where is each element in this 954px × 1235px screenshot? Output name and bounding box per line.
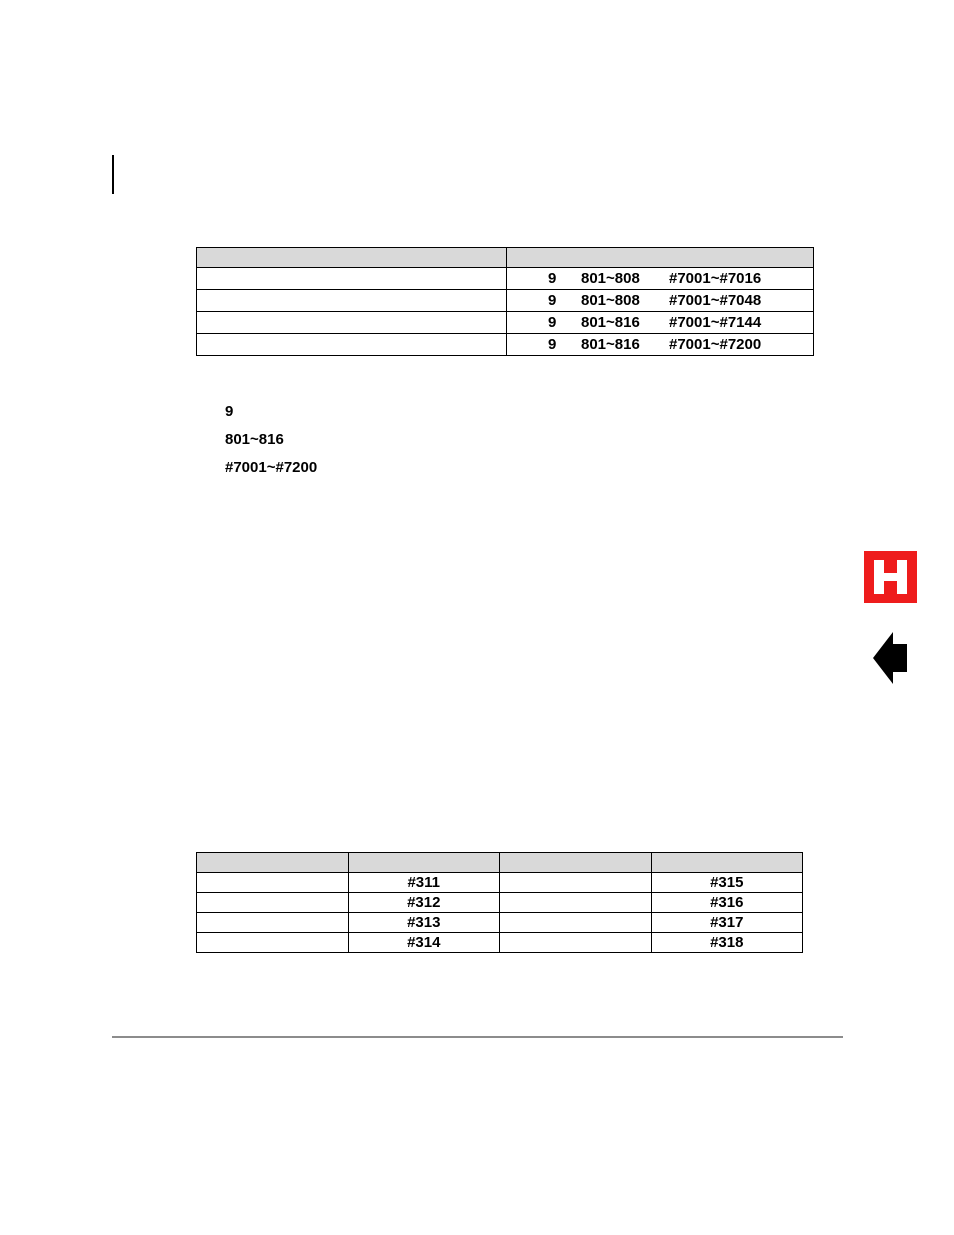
label-cell — [197, 290, 507, 312]
table-cell: #318 — [651, 933, 803, 953]
table-cell: #316 — [651, 893, 803, 913]
table-cell: #315 — [651, 873, 803, 893]
values-cell — [507, 268, 814, 290]
table-row — [197, 268, 814, 290]
notes-list — [225, 402, 317, 486]
table-header-row — [197, 248, 814, 268]
value-a: 9 — [548, 292, 557, 309]
label-cell — [197, 268, 507, 290]
value-a: 9 — [548, 314, 557, 331]
value-c: #7001~#7200 — [669, 336, 762, 353]
chapter-h-tab[interactable] — [864, 551, 917, 603]
header-cell — [197, 853, 349, 873]
value-b: 801~816 — [581, 336, 640, 353]
note-item: #7001~#7200 — [225, 459, 318, 476]
header-cell — [197, 248, 507, 268]
table-cell: #311 — [348, 873, 500, 893]
range-table — [196, 247, 814, 356]
table-row — [197, 312, 814, 334]
table-cell — [500, 933, 652, 953]
value-c: #7001~#7048 — [669, 292, 762, 309]
value-a: 9 — [548, 270, 557, 287]
table-cell — [197, 913, 349, 933]
table-header-row — [197, 853, 803, 873]
value-c: #7001~#7016 — [669, 270, 762, 287]
table-row — [197, 873, 803, 893]
table-cell — [197, 933, 349, 953]
table-cell: #317 — [651, 913, 803, 933]
table-cell — [197, 873, 349, 893]
change-bar — [112, 155, 114, 194]
values-cell — [507, 334, 814, 356]
header-cell — [507, 248, 814, 268]
header-cell — [651, 853, 803, 873]
footer-rule — [112, 1036, 843, 1038]
label-cell — [197, 312, 507, 334]
value-b: 801~808 — [581, 292, 640, 309]
code-table — [196, 852, 803, 953]
table-cell: #312 — [348, 893, 500, 913]
table-row — [197, 290, 814, 312]
table-cell — [500, 913, 652, 933]
table-cell: #314 — [348, 933, 500, 953]
values-cell — [507, 290, 814, 312]
values-cell — [507, 312, 814, 334]
table-row — [197, 933, 803, 953]
header-cell — [348, 853, 500, 873]
h-letter-crossbar — [874, 573, 907, 581]
label-cell — [197, 334, 507, 356]
table-row — [197, 913, 803, 933]
value-a: 9 — [548, 336, 557, 353]
table-row — [197, 893, 803, 913]
value-b: 801~808 — [581, 270, 640, 287]
value-c: #7001~#7144 — [669, 314, 762, 331]
table-row — [197, 334, 814, 356]
table-cell: #313 — [348, 913, 500, 933]
value-b: 801~816 — [581, 314, 640, 331]
table-cell — [500, 873, 652, 893]
note-item: 9 — [225, 403, 234, 420]
back-arrow-icon[interactable] — [873, 632, 909, 684]
table-cell — [500, 893, 652, 913]
note-item: 801~816 — [225, 431, 284, 448]
table-cell — [197, 893, 349, 913]
header-cell — [500, 853, 652, 873]
